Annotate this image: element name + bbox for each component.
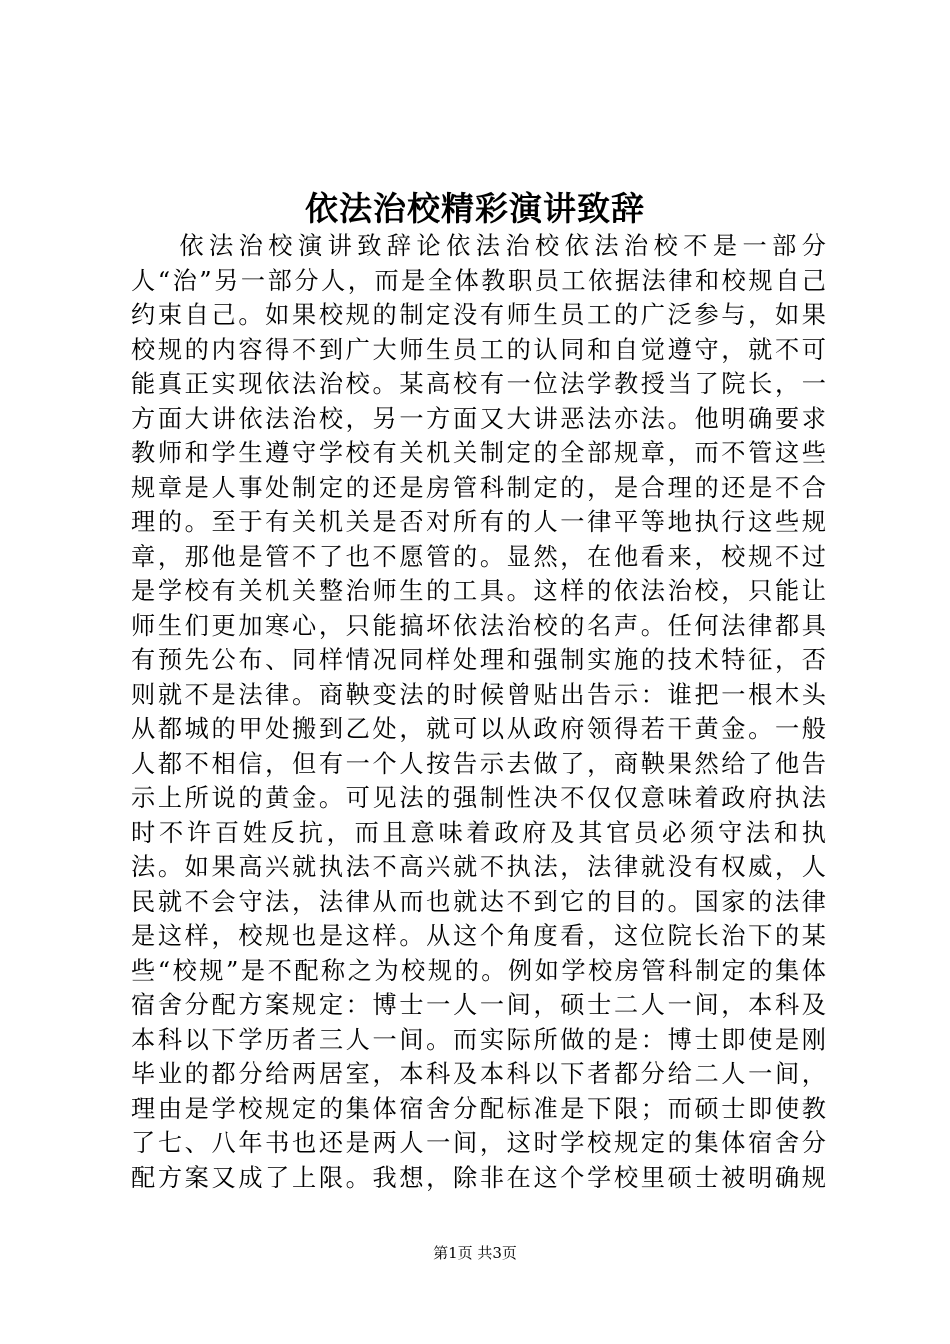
page-number: 第1页 共3页 (433, 1244, 517, 1262)
body-paragraph: 依法治校演讲致辞论依法治校依法治校不是一部分人“治”另一部分人，而是全体教职员工依据法律和校规自己约束自己。如果校规的制定没有师生员工的广泛参与，如果校规的内容得不到广大师生员工的认同和自觉遵守，就不可能真正实现依法治校。某高校有一位法学教授当了院长，一方面大讲依法治校，另一方面又大讲恶法亦法。他明确要求教师和学生遵守学校有关机关制定的全部规章，而不管这些规章是人事处制定的还是房管科制定的，是合理的还是不合理的。至于有关机关是否对所有的人一律平等地执行这些规章，那他是管不了也不愿管的。显然，在他看来，校规不过是学校有关机关整治师生的工具。这样的依法治校，只能让师生们更加寒心，只能搞坏依法治校的名声。任何法律都具有预先公布、同样情况同样处理和强制实施的技术特征，否则就不是法律。商鞅变法的时候曾贴出告示：谁把一根木头从都城的甲处搬到乙处，就可以从政府领得若干黄金。一般人都不相信，但有一个人按告示去做了，商鞅果然给了他告示上所说的黄金。可见法的强制性决不仅仅意味着政府执法时不许百姓反抗，而且意味着政府及其官员必须守法和执法。如果高兴就执法不高兴就不执法，法律就没有权威，人民就不会守法，法律从而也就达不到它的目的。国家的法律是这样，校规也是这样。从这个角度看，这位院长治下的某些“校规”是不配称之为校规的。例如学校房管科制定的集体宿舍分配方案规定：博士一人一间，硕士二人一间，本科及本科以下学历者三人一间。而实际所做的是：博士即使是刚毕业的都分给两居室，本科及本科以下者都分给二人一间，理由是学校规定的集体宿舍分配标准是下限；而硕士即使教了七、八年书也还是两人一间，这时学校规定的集体宿舍分配方案又成了上限。我想，除非在这个学校里硕士被明确规 (131, 232, 828, 1192)
page-title: 依法治校精彩演讲致辞 (305, 189, 645, 228)
